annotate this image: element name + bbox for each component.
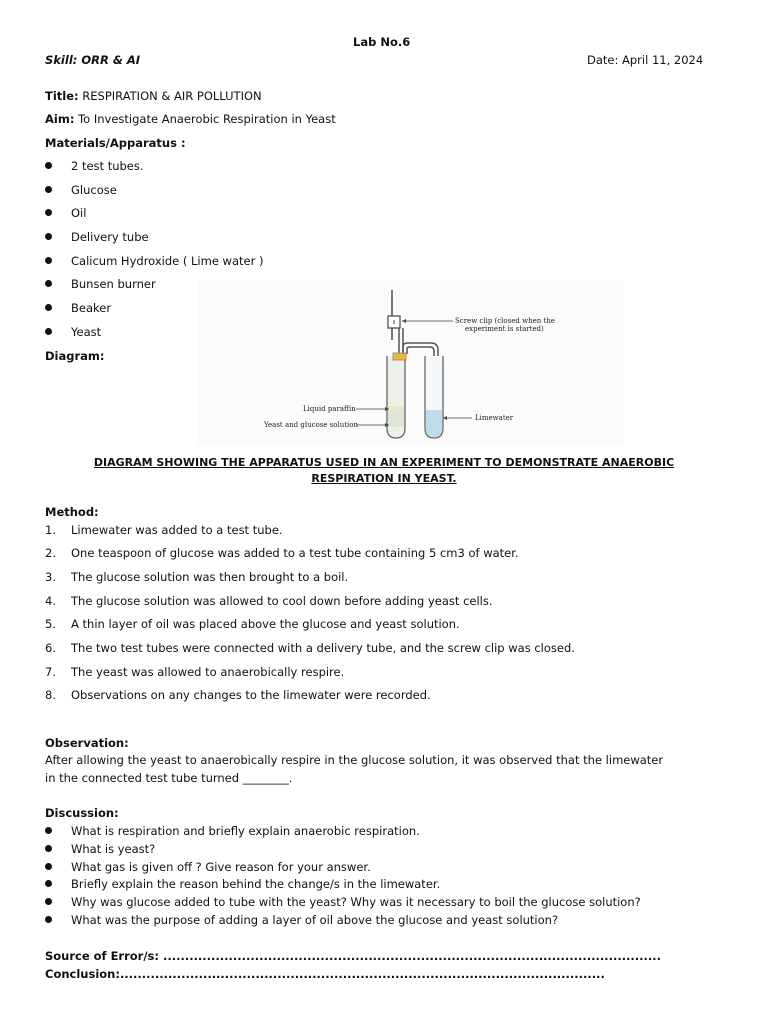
material-item: Yeast bbox=[71, 325, 102, 339]
date-label: Date: April 11, 2024 bbox=[587, 53, 704, 67]
bullet-icon bbox=[45, 827, 52, 834]
step-number: 5. bbox=[45, 617, 56, 631]
method-step: Observations on any changes to the limewater were recorded. bbox=[71, 688, 431, 702]
diagram-heading: Diagram: bbox=[45, 349, 105, 363]
diagram-caption-line1: DIAGRAM SHOWING THE APPARATUS USED IN AN EXPERIMENT TO DEMONSTRATE ANAEROBIC bbox=[93, 456, 675, 469]
bullet-icon bbox=[45, 916, 52, 923]
bullet-icon bbox=[45, 186, 52, 193]
bullet-icon bbox=[45, 845, 52, 852]
material-item: Oil bbox=[71, 206, 87, 220]
observation-heading: Observation: bbox=[45, 736, 129, 750]
method-step: The glucose solution was allowed to cool down before adding yeast cells. bbox=[71, 594, 493, 608]
material-item: Bunsen burner bbox=[71, 277, 156, 291]
observation-text-line1: After allowing the yeast to anaerobically respire in the glucose solution, it was observed that the limewater bbox=[45, 753, 664, 767]
step-number: 7. bbox=[45, 665, 56, 679]
bullet-icon bbox=[45, 898, 52, 905]
apparatus-diagram bbox=[198, 280, 624, 445]
stopper bbox=[393, 353, 406, 360]
material-item: Delivery tube bbox=[71, 230, 149, 244]
observation-text-line2: in the connected test tube turned ________. bbox=[45, 771, 293, 785]
discussion-question: What gas is given off ? Give reason for your answer. bbox=[71, 860, 371, 874]
method-step: The two test tubes were connected with a delivery tube, and the screw clip was closed. bbox=[71, 641, 575, 655]
bullet-icon bbox=[45, 328, 52, 335]
materials-heading: Materials/Apparatus : bbox=[45, 136, 186, 150]
title-label: Title: bbox=[45, 89, 79, 103]
label-screw-clip-2: experiment is started) bbox=[465, 325, 544, 333]
method-step: Limewater was added to a test tube. bbox=[71, 523, 283, 537]
method-step: The yeast was allowed to anaerobically respire. bbox=[71, 665, 345, 679]
material-item: Beaker bbox=[71, 301, 112, 315]
source-of-error: Source of Error/s: .................................................................................................................. bbox=[45, 949, 662, 963]
skill-label: Skill: ORR & AI bbox=[45, 53, 141, 67]
bullet-icon bbox=[45, 880, 52, 887]
material-item: Glucose bbox=[71, 183, 117, 197]
step-number: 6. bbox=[45, 641, 56, 655]
step-number: 4. bbox=[45, 594, 56, 608]
bullet-icon bbox=[45, 233, 52, 240]
discussion-question: Why was glucose added to tube with the yeast? Why was it necessary to boil the glucose solution? bbox=[71, 895, 641, 909]
method-step: The glucose solution was then brought to a boil. bbox=[71, 570, 349, 584]
lab-number: Lab No.6 bbox=[353, 35, 411, 49]
discussion-question: What is respiration and briefly explain anaerobic respiration. bbox=[71, 824, 420, 838]
bullet-icon bbox=[45, 209, 52, 216]
bullet-icon bbox=[45, 304, 52, 311]
material-item: Calicum Hydroxide ( Lime water ) bbox=[71, 254, 264, 268]
bullet-icon bbox=[45, 257, 52, 264]
step-number: 1. bbox=[45, 523, 56, 537]
step-number: 3. bbox=[45, 570, 56, 584]
discussion-question: What is yeast? bbox=[71, 842, 156, 856]
discussion-question: Briefly explain the reason behind the change/s in the limewater. bbox=[71, 877, 441, 891]
bullet-icon bbox=[45, 162, 52, 169]
aim-label: Aim: bbox=[45, 112, 75, 126]
title-line bbox=[45, 89, 262, 103]
label-limewater: Limewater bbox=[475, 414, 514, 422]
label-liquid-paraffin: Liquid paraffin bbox=[303, 405, 356, 413]
aim-line bbox=[45, 112, 336, 126]
step-number: 8. bbox=[45, 688, 56, 702]
step-number: 2. bbox=[45, 546, 56, 560]
method-step: A thin layer of oil was placed above the glucose and yeast solution. bbox=[71, 617, 460, 631]
discussion-heading: Discussion: bbox=[45, 806, 119, 820]
label-yeast-glucose: Yeast and glucose solution bbox=[264, 421, 358, 429]
label-screw-clip: Screw clip (closed when the bbox=[455, 317, 555, 325]
conclusion: Conclusion:............................................................................................................... bbox=[45, 967, 605, 981]
bullet-icon bbox=[45, 863, 52, 870]
method-heading: Method: bbox=[45, 505, 99, 519]
title-value: RESPIRATION & AIR POLLUTION bbox=[82, 89, 262, 103]
diagram-caption-line2: RESPIRATION IN YEAST. bbox=[311, 472, 457, 485]
method-step: One teaspoon of glucose was added to a test tube containing 5 cm3 of water. bbox=[71, 546, 519, 560]
aim-value: To Investigate Anaerobic Respiration in Yeast bbox=[78, 112, 336, 126]
material-item: 2 test tubes. bbox=[71, 159, 144, 173]
bullet-icon bbox=[45, 280, 52, 287]
discussion-question: What was the purpose of adding a layer of oil above the glucose and yeast solution? bbox=[71, 913, 559, 927]
